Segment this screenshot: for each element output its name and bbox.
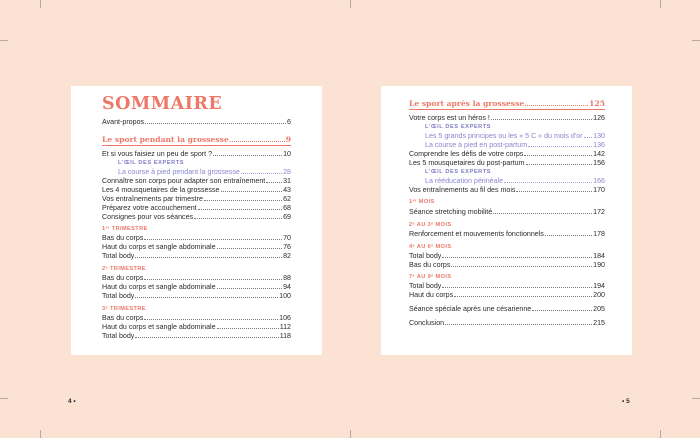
right-toc-page — [381, 86, 632, 355]
month-heading: 4ᵉ AU 6ᵉ MOIS — [409, 244, 452, 250]
toc-entry[interactable]: Bas du corps 190 — [409, 261, 605, 269]
toc-entry-expert[interactable]: La course à pied pendant la grossesse 28 — [118, 168, 291, 176]
toc-entry[interactable]: Bas du corps 70 — [102, 234, 291, 242]
trimester-heading: 2ᵉ TRIMESTRE — [102, 266, 146, 272]
toc-entry[interactable]: Total body 194 — [409, 282, 605, 290]
toc-title: SOMMAIRE — [102, 94, 223, 114]
experts-tag: L'ŒIL DES EXPERTS — [425, 124, 492, 130]
toc-entry[interactable]: Les 5 mousquetaires du post-partum 156 — [409, 159, 605, 167]
toc-entry[interactable]: Comprendre les défis de votre corps 142 — [409, 150, 605, 158]
section-rule — [409, 109, 605, 110]
left-toc-page — [71, 86, 322, 355]
toc-entry[interactable]: Total body 100 — [102, 292, 291, 300]
toc-entry[interactable]: Et si vous faisiez un peu de sport ? 10 — [102, 150, 291, 158]
toc-entry[interactable]: Conclusion 215 — [409, 319, 605, 327]
toc-entry[interactable]: Haut du corps et sangle abdominale 94 — [102, 283, 291, 291]
page-number-right: • 5 — [622, 398, 630, 405]
toc-entry[interactable]: Vos entraînements au fil des mois 170 — [409, 186, 605, 194]
toc-entry[interactable]: Consignes pour vos séances 69 — [102, 213, 291, 221]
toc-entry[interactable]: Total body 82 — [102, 252, 291, 260]
toc-entry[interactable]: Haut du corps et sangle abdominale 112 — [102, 323, 291, 331]
toc-entry[interactable]: Renforcement et mouvements fonctionnels 178 — [409, 230, 605, 238]
toc-entry[interactable]: Bas du corps 106 — [102, 314, 291, 322]
month-heading: 7ᵉ AU 9ᵉ MOIS — [409, 274, 452, 280]
section-heading[interactable]: Le sport pendant la grossesse 9 — [102, 135, 291, 144]
toc-entry-expert[interactable]: Les 5 grands principes ou les « 5 C » du mois d'or 130 — [425, 132, 605, 140]
trimester-heading: 1ᵉʳ TRIMESTRE — [102, 226, 148, 232]
month-heading: 2ᵉ AU 3ᵉ MOIS — [409, 222, 452, 228]
toc-entry[interactable]: Préparez votre accouchement 68 — [102, 204, 291, 212]
toc-entry[interactable]: Séance stretching mobilité 172 — [409, 208, 605, 216]
toc-entry[interactable]: Séance spéciale après une césarienne 205 — [409, 305, 605, 313]
page-number-left: 4 • — [68, 398, 76, 405]
section-rule — [102, 145, 291, 146]
toc-entry[interactable]: Les 4 mousquetaires de la grossesse 43 — [102, 186, 291, 194]
experts-tag: L'ŒIL DES EXPERTS — [425, 169, 492, 175]
trimester-heading: 3ᵉ TRIMESTRE — [102, 306, 146, 312]
section-heading[interactable]: Le sport après la grossesse 125 — [409, 99, 605, 108]
toc-entry-expert[interactable]: La course à pied en post-partum 136 — [425, 141, 605, 149]
toc-entry[interactable]: Total body 184 — [409, 252, 605, 260]
toc-entry[interactable]: Haut du corps et sangle abdominale 76 — [102, 243, 291, 251]
toc-entry[interactable]: Bas du corps 88 — [102, 274, 291, 282]
toc-entry[interactable]: Avant-propos 6 — [102, 118, 291, 126]
toc-entry[interactable]: Haut du corps 200 — [409, 291, 605, 299]
experts-tag: L'ŒIL DES EXPERTS — [118, 160, 185, 166]
month-heading: 1ᵉʳ MOIS — [409, 199, 435, 205]
toc-entry-expert[interactable]: La rééducation périnéale 166 — [425, 177, 605, 185]
toc-entry[interactable]: Connaître son corps pour adapter son entraînement 31 — [102, 177, 291, 185]
toc-entry[interactable]: Total body 118 — [102, 332, 291, 340]
toc-entry[interactable]: Votre corps est un héros ! 126 — [409, 114, 605, 122]
toc-entry[interactable]: Vos entraînements par trimestre 62 — [102, 195, 291, 203]
